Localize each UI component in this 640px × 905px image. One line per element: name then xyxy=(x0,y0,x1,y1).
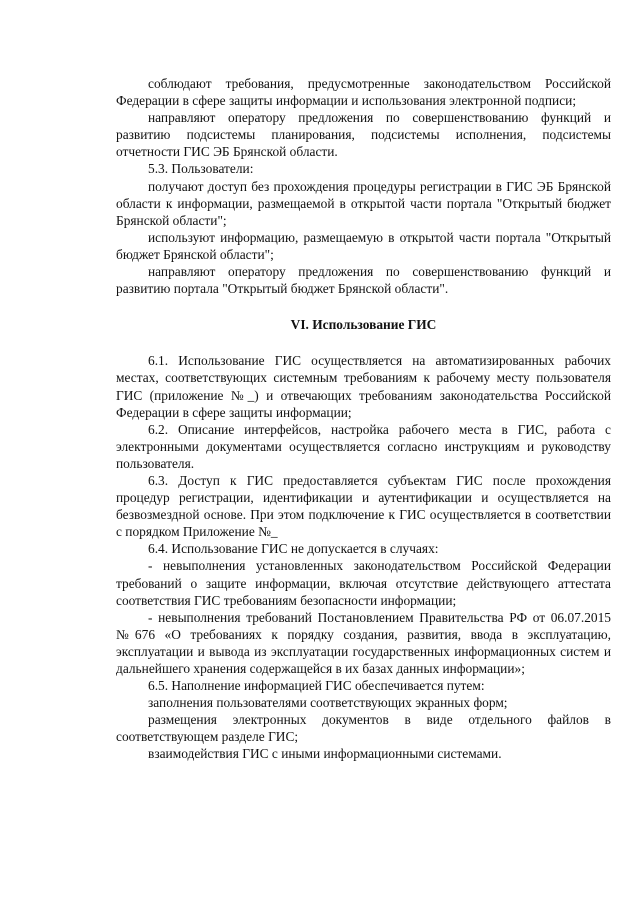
paragraph: 6.2. Описание интерфейсов, настройка рабочего места в ГИС, работа с электронными документами осуществляется согласно инструкциям и руководству пользователя. xyxy=(116,421,611,471)
paragraph: размещения электронных документов в виде отдельного файлов в соответствующем разделе ГИС; xyxy=(116,712,611,745)
paragraph: 6.1. Использование ГИС осуществляется на автоматизированных рабочих местах, соответствующих системным требованиям к рабочему месту пользователя ГИС (приложение №_) и отвечающих требованиям законодательства Российской Федерации в сфере защиты информации; xyxy=(116,353,611,420)
paragraph: 6.5. Наполнение информацией ГИС обеспечивается путем: xyxy=(148,678,485,694)
paragraph: 5.3. Пользователи: xyxy=(148,161,254,177)
paragraph: 6.3. Доступ к ГИС предоставляется субъектам ГИС после прохождения процедур регистрации, идентификации и аутентификации и осуществляется на безвозмездной основе. При этом подключение к ГИС осуществляется в соответствии с порядком Приложение №_ xyxy=(116,472,611,540)
paragraph: заполнения пользователями соответствующих экранных форм; xyxy=(148,695,508,711)
paragraph: получают доступ без прохождения процедуры регистрации в ГИС ЭБ Брянской области к информации, размещаемой в открытой части портала "Открытый бюджет Брянской области"; xyxy=(116,178,611,228)
paragraph: взаимодействия ГИС с иными информационными системами. xyxy=(148,746,502,762)
paragraph: направляют оператору предложения по совершенствованию функций и развитию подсистемы планирования, подсистемы исполнения, подсистемы отчетности ГИС ЭБ Брянской области. xyxy=(116,110,611,160)
paragraph: 6.4. Использование ГИС не допускается в случаях: xyxy=(148,541,439,557)
paragraph: используют информацию, размещаемую в открытой части портала "Открытый бюджет Брянской области"; xyxy=(116,229,611,262)
document-body xyxy=(116,75,611,763)
section-heading: VI. Использование ГИС xyxy=(290,317,437,333)
paragraph: - невыполнения установленных законодательством Российской Федерации требований о защите информации, включая отсутствие действующего аттестата соответствия ГИС требованиям безопасности информации; xyxy=(116,558,611,608)
paragraph: соблюдают требования, предусмотренные законодательством Российской Федерации в сфере защиты информации и использования электронной подписи; xyxy=(116,76,611,109)
paragraph: направляют оператору предложения по совершенствованию функций и развитию портала "Открытый бюджет Брянской области". xyxy=(116,264,611,297)
paragraph: - невыполнения требований Постановлением Правительства РФ от 06.07.2015 №676 «О требованиях к порядку создания, развития, ввода в эксплуатацию, эксплуатации и вывода из эксплуатации государственных информационных систем и дальнейшего хранения содержащейся в их базах данных информации»; xyxy=(116,609,611,676)
